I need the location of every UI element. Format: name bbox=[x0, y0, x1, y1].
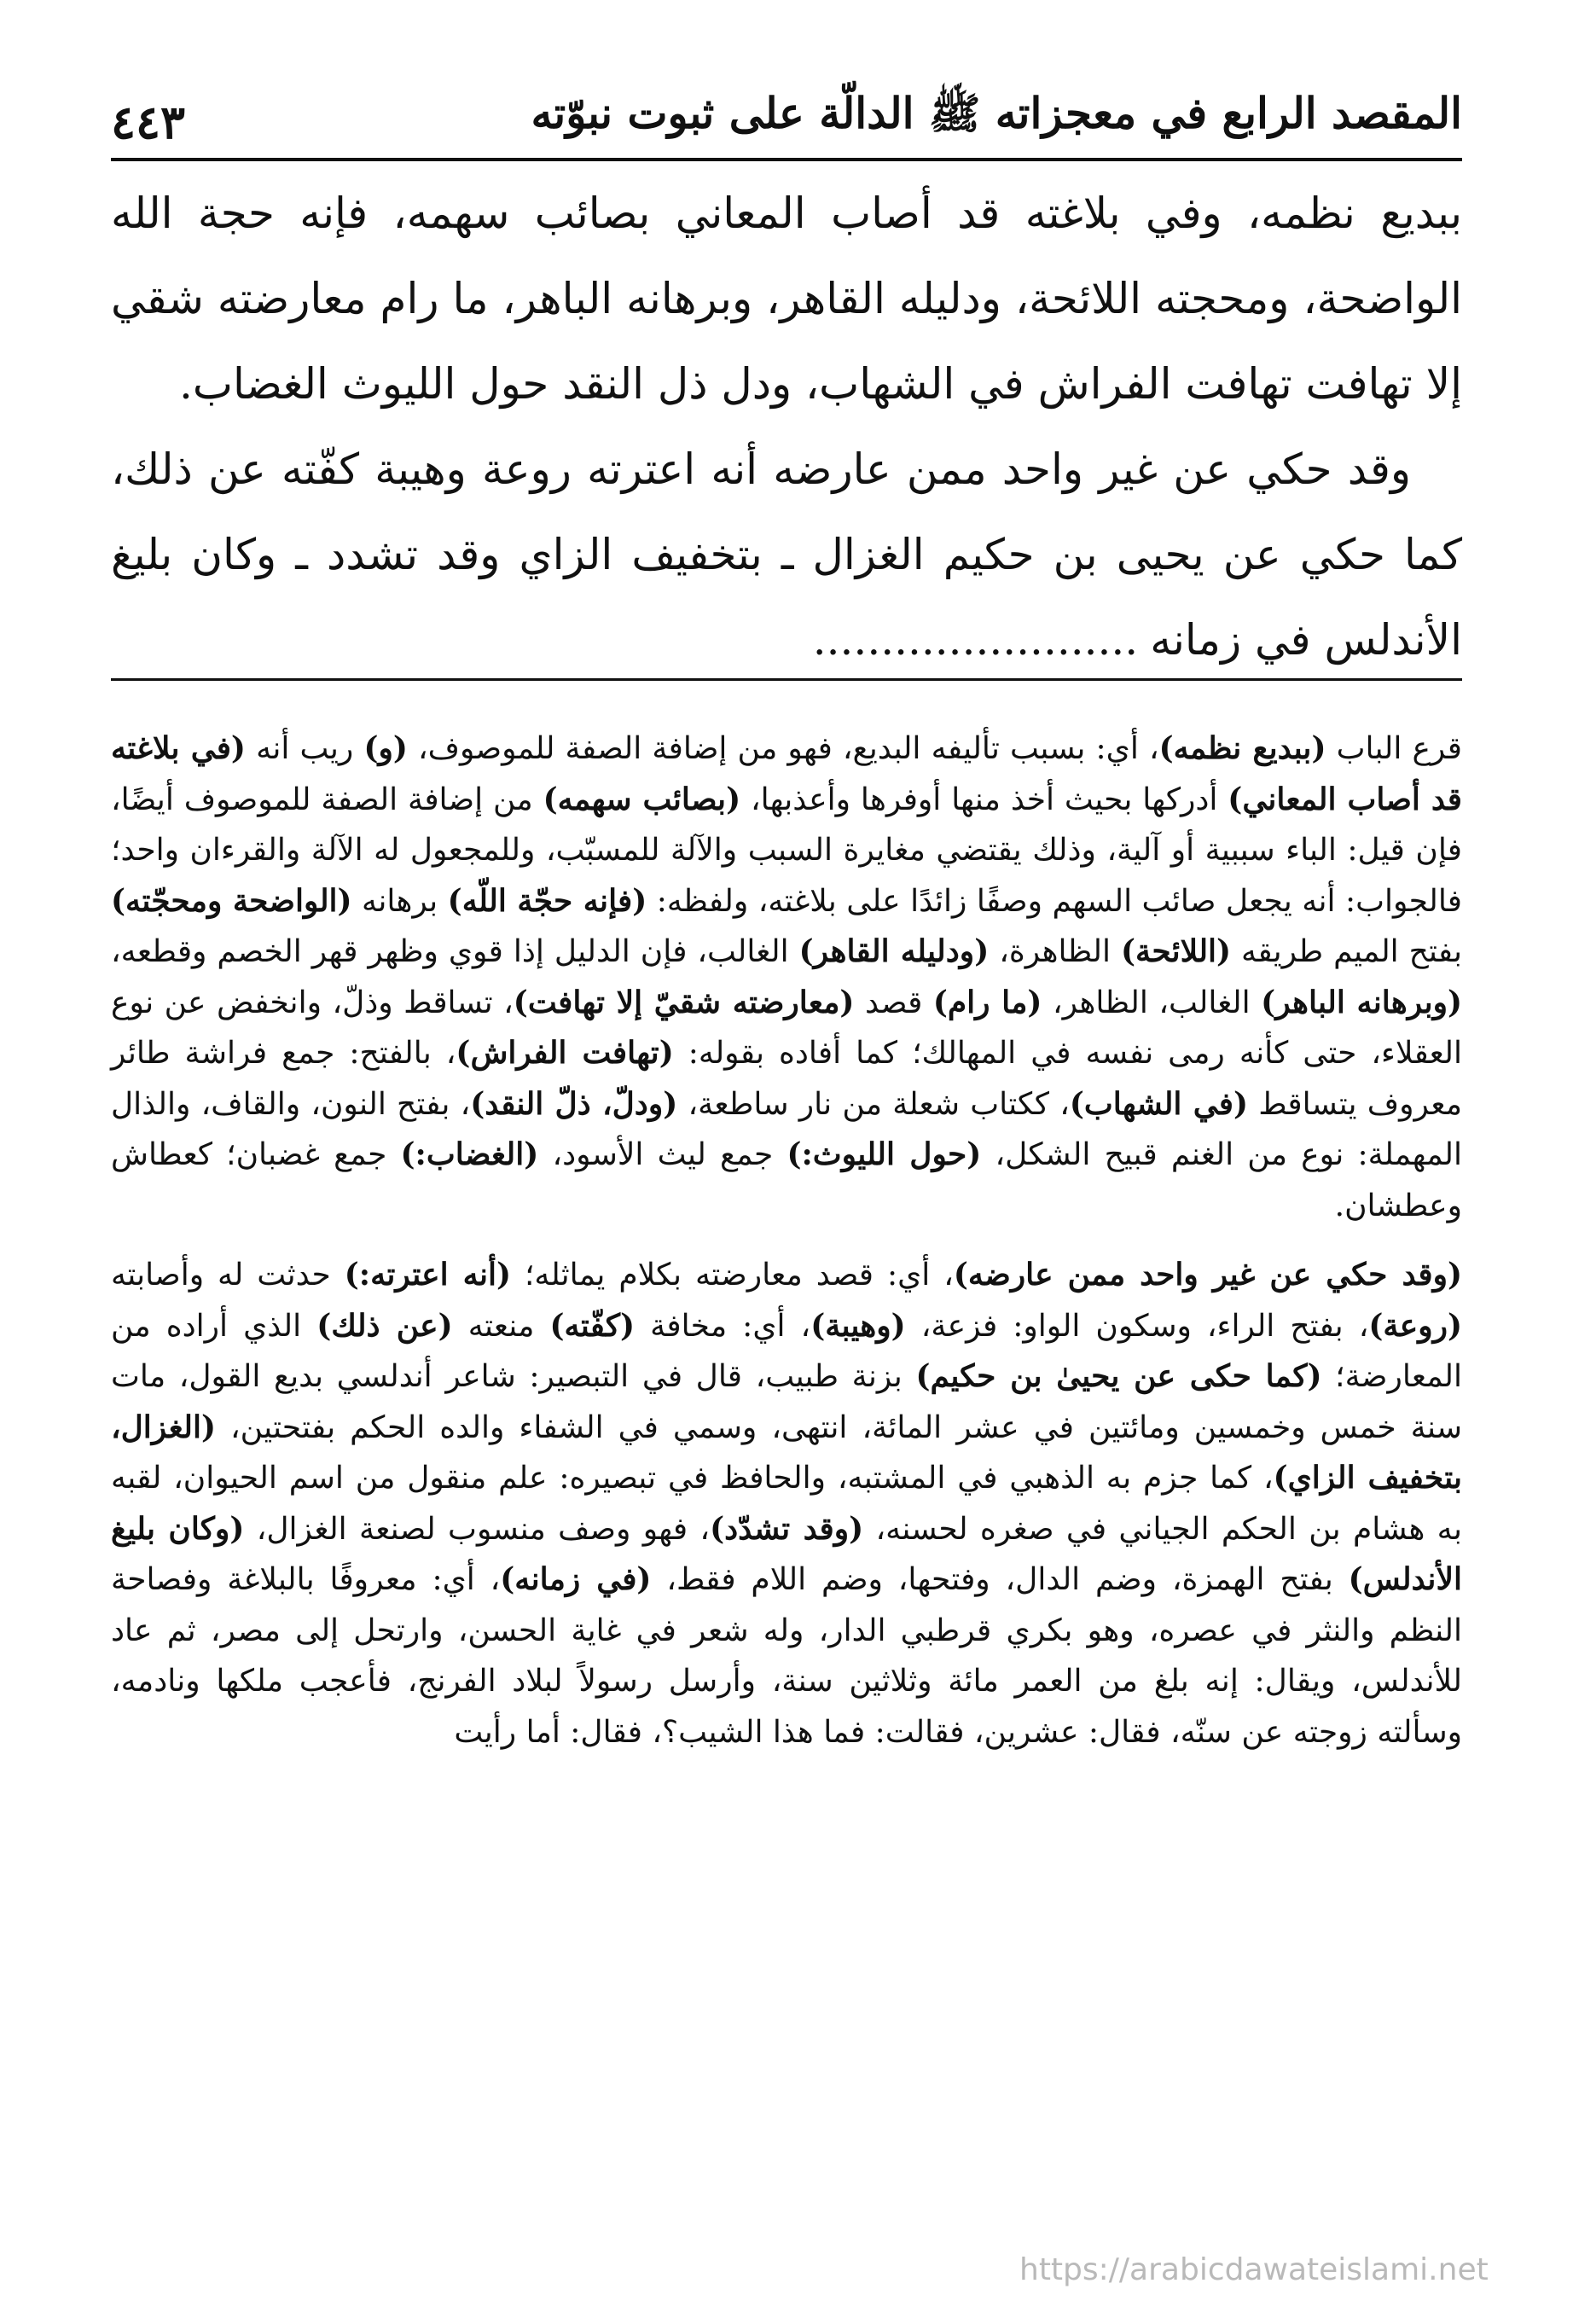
page-number: ٤٤٣ bbox=[111, 95, 186, 149]
commentary-lemma: (في زمانه) bbox=[500, 1561, 652, 1597]
main-paragraph: ببديع نظمه، وفي بلاغته قد أصاب المعاني بصائب سهمه، فإنه حجة الله الواضحة، ومحجته اللائحة، ودليله القاهر، وبرهانه الباهر، ما رام معارضته شقي إلا تهافت تهافت الفراش في الشهاب، ودل ذل النقد حول الليوث الغضاب. bbox=[111, 189, 1462, 409]
continuation-dots: ........................ bbox=[812, 615, 1139, 665]
commentary-text: ، أي: قصد معارضته بكلام يماثله؛ bbox=[511, 1258, 954, 1293]
commentary-lemma: (فإنه حجّة اللّه) bbox=[447, 882, 647, 919]
commentary-paragraph bbox=[111, 1250, 1462, 1758]
commentary-lemma: (وقد تشدّد) bbox=[710, 1510, 864, 1547]
commentary-lemma: (وبرهانه الباهر) bbox=[1261, 984, 1463, 1020]
commentary-text: الغالب، الظاهر، bbox=[1042, 985, 1262, 1020]
commentary-text: من إضافة الصفة للموصوف أيضًا، فإن قيل: الباء سببية أو آلية، وذلك يقتضي مغايرة السبب والآلة للمسبّب، وللمجعول له الآلة والقرءان واحد؛ فالجواب: أنه يجعل صائب السهم وصفًا زائدًا على بلاغته، ولفظه: bbox=[111, 781, 1462, 919]
main-paragraph-text: وقد حكي عن غير واحد ممن عارضه أنه اعترته روعة وهيبة كفّته عن ذلك، كما حكي عن يحيى بن حكيم الغزال ـ بتخفيف الزاي وقد تشدد ـ وكان بليغ الأندلس في زمانه bbox=[111, 444, 1462, 665]
running-header bbox=[111, 81, 1462, 161]
commentary-text: ، تساقط وذلّ، وانخفض عن نوع العقلاء، حتى كأنه رمى نفسه في المهالك؛ كما أفاده بقوله: bbox=[111, 985, 1463, 1071]
commentary-lemma: (تهافت الفراش) bbox=[456, 1035, 674, 1071]
commentary-text: بزنة طبيب، قال في التبصير: شاعر أندلسي بديع القول، مات سنة خمس وخمسين ومائتين في عشر المائة، انتهى، وسمي في الشفاء والده الحكم بفتحتين، bbox=[111, 1359, 1462, 1445]
commentary-lemma: (كما حكى عن يحيىٰ بن حكيم) bbox=[915, 1358, 1322, 1394]
commentary-text: الغالب، فإن الدليل إذا قوي وظهر قهر الخصم وقطعه، bbox=[111, 934, 799, 969]
commentary-lemma: (اللائحة) bbox=[1121, 933, 1232, 969]
commentary-lemma: (كفّته) bbox=[549, 1307, 636, 1344]
header-title: المقصد الرابع في معجزاته ﷺ الدالّة على ثبوت نبوّته bbox=[531, 88, 1462, 138]
commentary-lemma: (وقد حكي عن غير واحد ممن عارضه) bbox=[953, 1257, 1462, 1293]
commentary-lemma: (أنه اعترته:) bbox=[344, 1257, 511, 1293]
commentary-text: الظاهرة، bbox=[989, 934, 1121, 969]
commentary-text: قصد bbox=[854, 985, 933, 1020]
commentary-lemma: (روعة) bbox=[1368, 1307, 1463, 1344]
watermark-url: https://arabicdawateislami.net bbox=[1019, 2252, 1489, 2287]
commentary-text: الذي أراده من المعارضة؛ bbox=[111, 1308, 1462, 1394]
commentary-lemma: (بصائب سهمه) bbox=[543, 781, 741, 817]
commentary-text: ، بفتح النون، والقاف، والذال المهملة: نوع من الغنم قبيح الشكل، bbox=[111, 1086, 1462, 1172]
main-text bbox=[111, 171, 1462, 683]
commentary-text: برهانه bbox=[351, 883, 448, 919]
commentary-lemma: (ودليله القاهر) bbox=[798, 933, 990, 969]
commentary-paragraph bbox=[111, 723, 1462, 1231]
commentary-text: أدركها بحيث أخذ منها أوفرها وأعذبها، bbox=[740, 781, 1228, 817]
commentary-text: ريب أنه bbox=[245, 731, 364, 766]
commentary-text: حدثت له وأصابته bbox=[111, 1258, 345, 1293]
text-divider bbox=[111, 678, 1462, 681]
commentary-text: ، بفتح الراء، وسكون الواو: فزعة، bbox=[905, 1308, 1369, 1344]
commentary-text: قرع الباب bbox=[1326, 731, 1463, 766]
commentary-lemma: (الغضاب:) bbox=[400, 1136, 539, 1172]
commentary-text: ، ككتاب شعلة من نار ساطعة، bbox=[677, 1086, 1070, 1122]
commentary-text: جمع غضبان؛ كعطاش وعطشان. bbox=[111, 1137, 1462, 1223]
commentary-text: ، فهو وصف منسوب لصنعة الغزال، bbox=[244, 1511, 711, 1547]
commentary-lemma: (الغزال، بتخفيف الزاي) bbox=[111, 1409, 1462, 1496]
commentary-lemma: (ببديع نظمه) bbox=[1158, 730, 1326, 766]
commentary-lemma: (عن ذلك) bbox=[316, 1307, 453, 1344]
commentary-lemma: (في بلاغته قد أصاب المعاني) bbox=[111, 730, 1463, 817]
commentary-lemma: (في الشهاب) bbox=[1069, 1085, 1248, 1122]
commentary-lemma: (ودلّ، ذلّ النقد) bbox=[470, 1085, 678, 1122]
commentary-text: منعته bbox=[452, 1308, 550, 1344]
commentary-text: بفتح الهمزة، وضم الدال، وفتحها، وضم اللام فقط، bbox=[651, 1562, 1349, 1597]
commentary-text: ، بالفتح: جمع فراشة طائر معروف يتساقط bbox=[111, 1036, 1462, 1122]
commentary-text: ، أي: مخافة bbox=[635, 1308, 811, 1344]
commentary-text: ، كما جزم به الذهبي في المشتبه، والحافظ في تبصيره: علم منقول من اسم الحيوان، لقبه به هشام بن الحكم الجياني في صغره لحسنه، bbox=[111, 1461, 1462, 1547]
commentary-lemma: (ما رام) bbox=[932, 984, 1042, 1020]
commentary-lemma: (معارضته شقيّ إلا تهافت) bbox=[513, 984, 855, 1020]
commentary-lemma: (حول الليوث:) bbox=[786, 1136, 982, 1172]
commentary-lemma: (الواضحة ومحجّته) bbox=[111, 882, 352, 919]
main-paragraph bbox=[111, 427, 1462, 683]
commentary bbox=[111, 723, 1462, 1758]
commentary-text: جمع ليث الأسود، bbox=[538, 1137, 787, 1172]
commentary-lemma: (وهيبة) bbox=[810, 1307, 906, 1344]
commentary-lemma: (وكان بليغ الأندلس) bbox=[111, 1510, 1462, 1597]
commentary-text: ، أي: معروفًا بالبلاغة وفصاحة النظم والنثر في عصره، وهو بكري قرطبي الدار، وله شعر في غاية الحسن، وارتحل إلى مصر، ثم عاد للأندلس، ويقال: إنه بلغ من العمر مائة وثلاثين سنة، وأرسل رسولاً لبلاد الفرنج، فأعجب ملكها ونادمه، وسألته زوجته عن سنّه، فقال: عشرين، فقالت: فما هذا الشيب؟، فقال: أما رأيت bbox=[111, 1562, 1462, 1750]
commentary-text: بفتح الميم طريقه bbox=[1231, 934, 1462, 969]
commentary-text: ، أي: بسبب تأليفه البديع، فهو من إضافة الصفة للموصوف، bbox=[407, 731, 1159, 766]
commentary-lemma: (و) bbox=[363, 730, 408, 766]
